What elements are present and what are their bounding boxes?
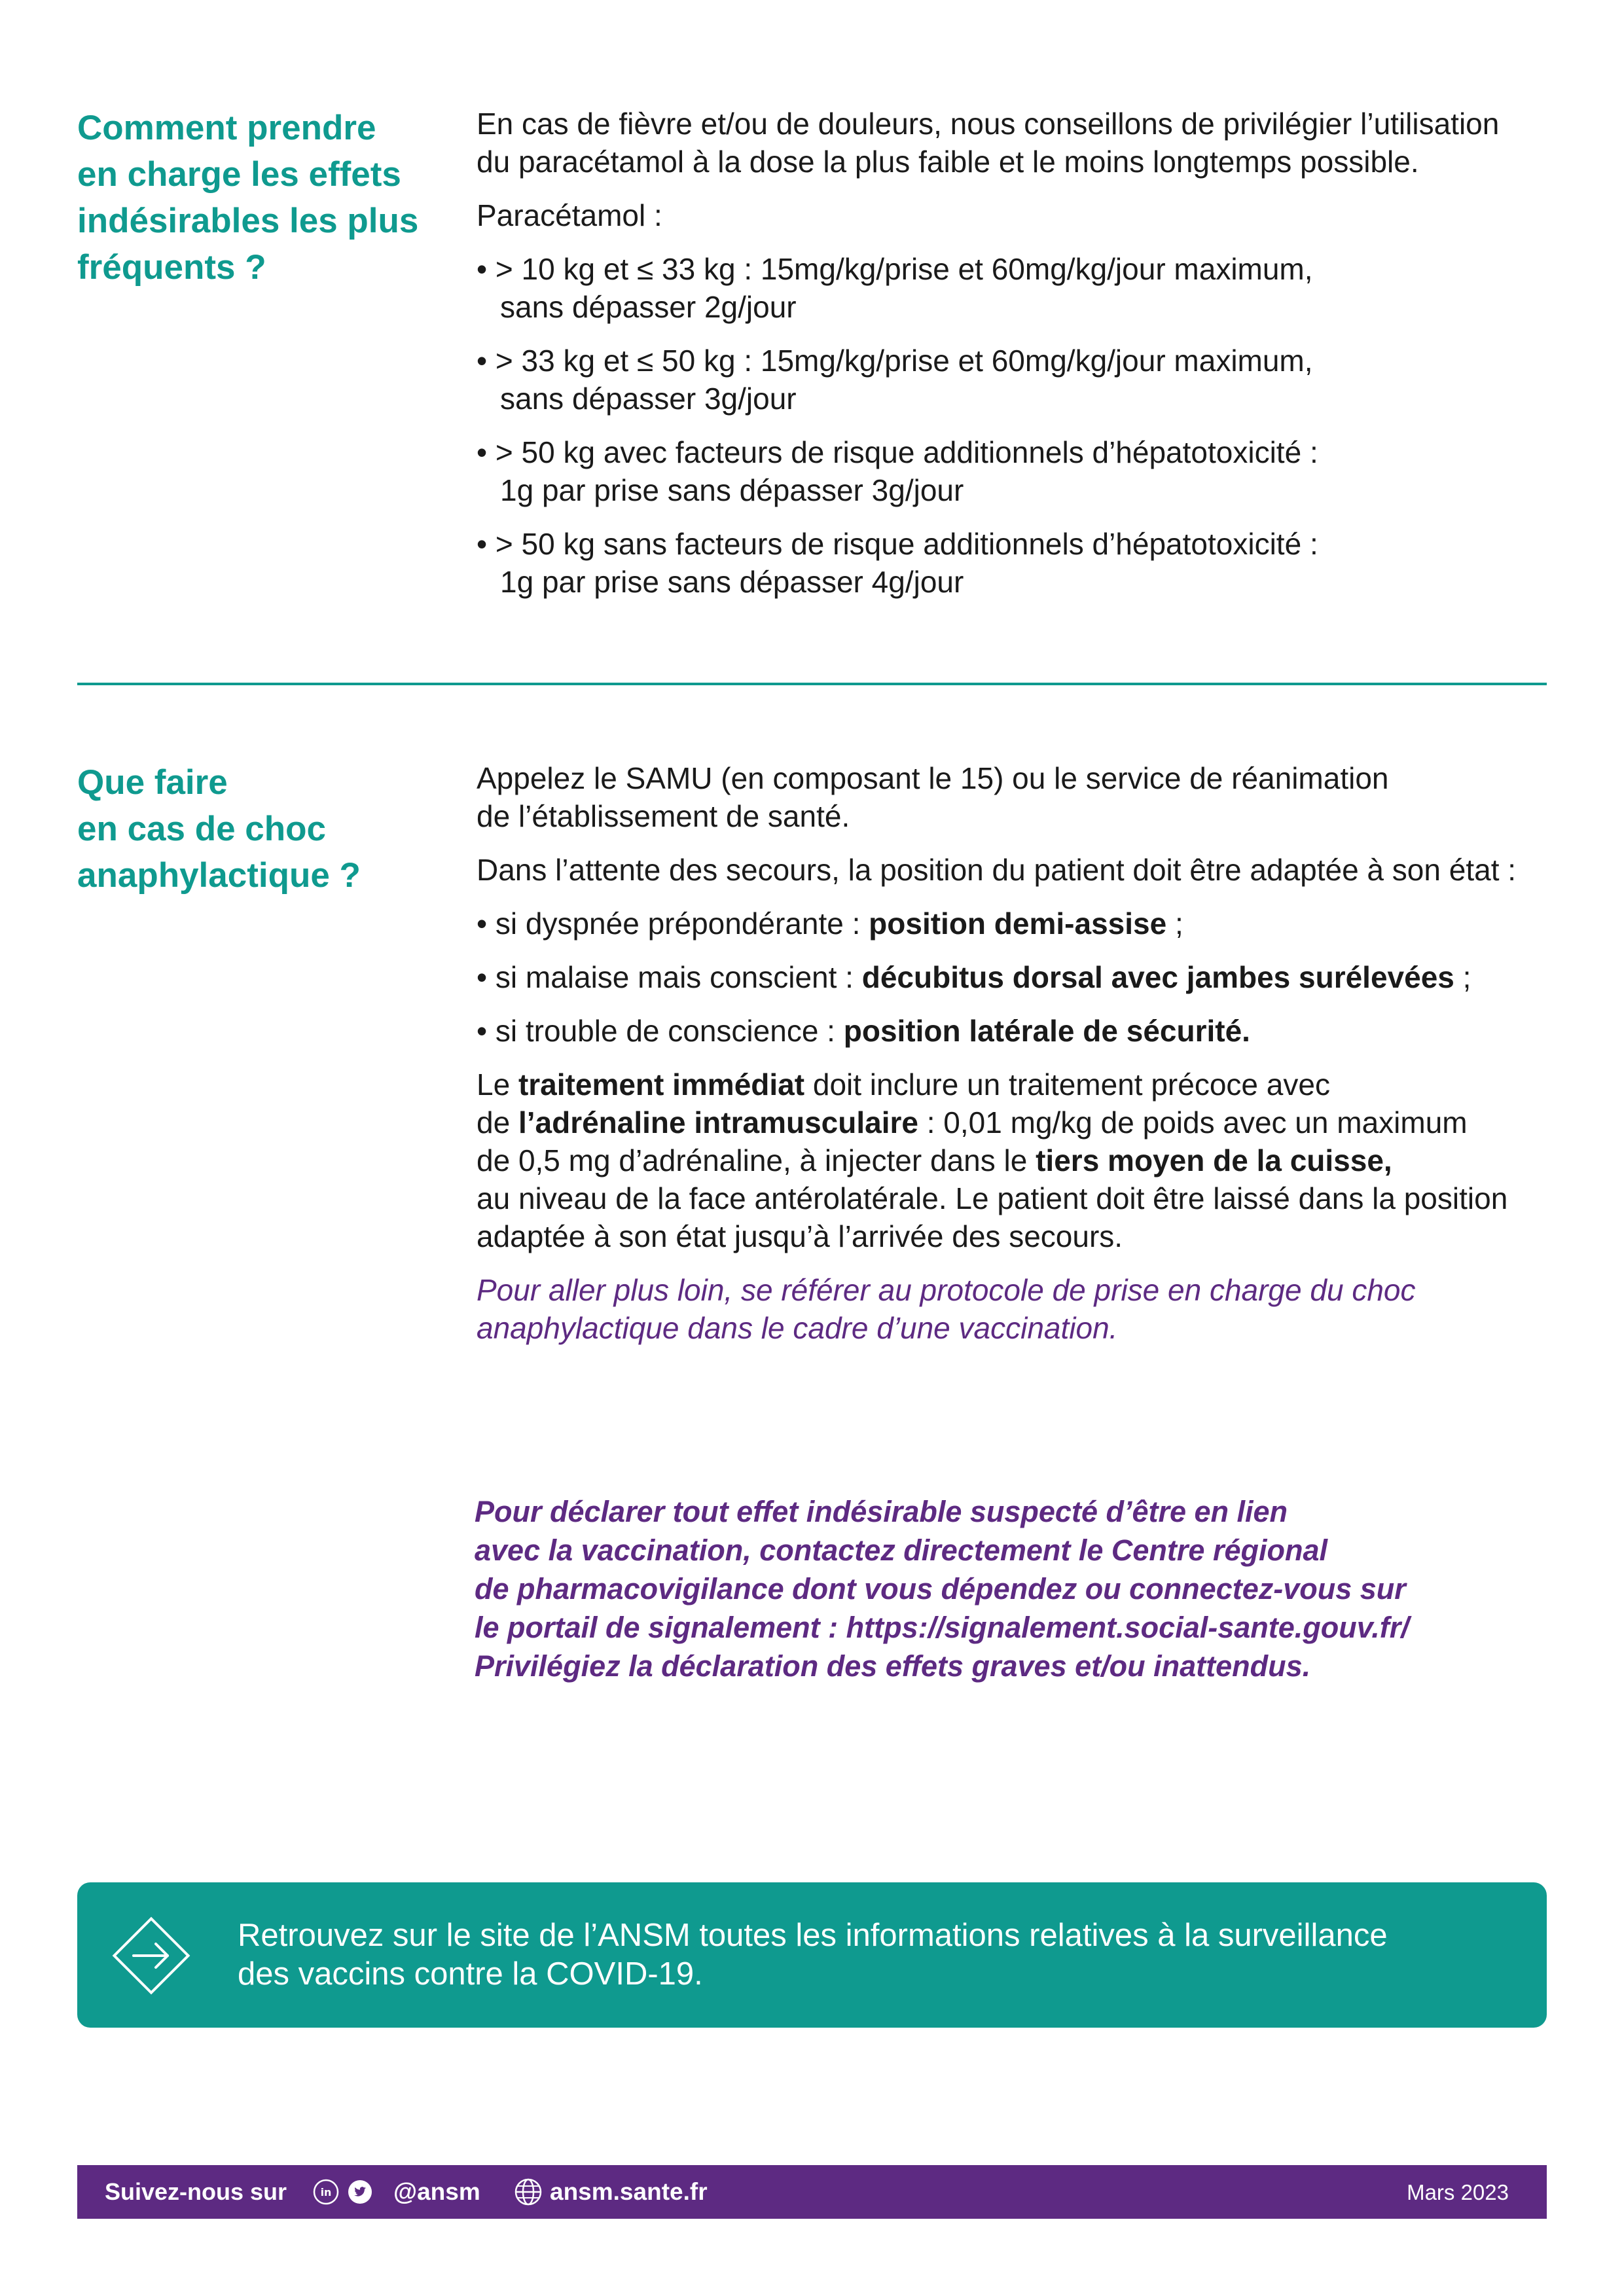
- banner-text: [238, 1916, 1481, 1994]
- signalement-link[interactable]: le portail de signalement : https://signalement.social-sante.gouv.fr/: [475, 1611, 1409, 1644]
- heading-line: indésirables les plus: [77, 202, 419, 240]
- heading-line: en charge les effets: [77, 155, 401, 194]
- twitter-icon[interactable]: [347, 2179, 373, 2205]
- call-paragraph: [477, 759, 1563, 835]
- heading-line: Que faire: [77, 763, 228, 802]
- text: • si trouble de conscience :: [477, 1014, 844, 1048]
- text: de: [477, 1105, 518, 1139]
- text-line: du paracétamol à la dose la plus faible et le moins longtemps possible.: [477, 145, 1419, 179]
- dosage-bullet: [477, 433, 1563, 509]
- emphasis: tiers moyen de la cuisse,: [1036, 1143, 1392, 1177]
- text-line: • > 50 kg sans facteurs de risque additionnels d’hépatotoxicité :: [477, 527, 1318, 561]
- ansm-info-banner[interactable]: [77, 1882, 1547, 2028]
- heading-line: fréquents ?: [77, 248, 266, 287]
- treatment-paragraph: [477, 1066, 1563, 1255]
- heading-line: anaphylactique ?: [77, 856, 361, 895]
- text-line: de l’établissement de santé.: [477, 799, 850, 833]
- follow-label: Suivez-nous sur: [105, 2178, 287, 2205]
- website-link[interactable]: ansm.sante.fr: [550, 2178, 708, 2205]
- publication-date: Mars 2023: [1407, 2180, 1509, 2204]
- emphasis: décubitus dorsal avec jambes surélevées: [861, 960, 1454, 994]
- emphasis: position demi-assise: [869, 906, 1167, 941]
- linkedin-icon[interactable]: [313, 2179, 339, 2205]
- text-line: de pharmacovigilance dont vous dépendez ou connectez-vous sur: [475, 1572, 1406, 1605]
- section-content-side-effects: [477, 105, 1563, 617]
- text-line: [477, 1141, 1563, 1179]
- further-reading: [477, 1271, 1563, 1347]
- text-line: anaphylactique dans le cadre d’une vaccination.: [477, 1311, 1118, 1345]
- position-bullet: [477, 1012, 1563, 1050]
- social-handle[interactable]: @ansm: [393, 2178, 480, 2205]
- text-line: 1g par prise sans dépasser 3g/jour: [500, 473, 964, 507]
- waiting-paragraph: Dans l’attente des secours, la position du patient doit être adaptée à son état :: [477, 853, 1517, 887]
- declaration-notice: [475, 1492, 1522, 1685]
- heading-line: en cas de choc: [77, 810, 327, 848]
- dosage-bullet: [477, 525, 1563, 601]
- text: ;: [1454, 960, 1471, 994]
- section-heading-anaphylaxis: [77, 759, 444, 899]
- section-content-anaphylaxis: [477, 759, 1563, 1363]
- text-line: Retrouvez sur le site de l’ANSM toutes les informations relatives à la surveillance: [238, 1918, 1388, 1953]
- text-line: Appelez le SAMU (en composant le 15) ou le service de réanimation: [477, 761, 1389, 795]
- intro-paragraph: [477, 105, 1563, 181]
- globe-icon: [514, 2178, 543, 2206]
- drug-label: Paracétamol :: [477, 198, 662, 232]
- text-line: • > 10 kg et ≤ 33 kg : 15mg/kg/prise et 60mg/kg/jour maximum,: [477, 252, 1313, 286]
- text-line: En cas de fièvre et/ou de douleurs, nous conseillons de privilégier l’utilisation: [477, 107, 1500, 141]
- text-line: • > 33 kg et ≤ 50 kg : 15mg/kg/prise et 60mg/kg/jour maximum,: [477, 344, 1313, 378]
- dosage-bullet: [477, 250, 1563, 326]
- text: ;: [1166, 906, 1183, 941]
- footer-bar: [77, 2165, 1547, 2219]
- text-line: Pour aller plus loin, se référer au protocole de prise en charge du choc: [477, 1273, 1416, 1307]
- text: : 0,01 mg/kg de poids avec un maximum: [918, 1105, 1468, 1139]
- text: doit inclure un traitement précoce avec: [804, 1067, 1330, 1102]
- text-line: • > 50 kg avec facteurs de risque additionnels d’hépatotoxicité :: [477, 435, 1318, 469]
- dosage-bullet: [477, 342, 1563, 418]
- text: • si dyspnée prépondérante :: [477, 906, 869, 941]
- emphasis: position latérale de sécurité.: [843, 1014, 1250, 1048]
- position-bullet: [477, 905, 1563, 942]
- text-line: au niveau de la face antérolatérale. Le patient doit être laissé dans la position: [477, 1181, 1508, 1215]
- text-line: sans dépasser 3g/jour: [500, 382, 797, 416]
- section-heading-side-effects: [77, 105, 444, 291]
- heading-line: Comment prendre: [77, 109, 376, 147]
- text-line: [477, 1103, 1563, 1141]
- text-line: Pour déclarer tout effet indésirable suspecté d’être en lien: [475, 1495, 1288, 1528]
- position-bullet: [477, 958, 1563, 996]
- text-line: Privilégiez la déclaration des effets graves et/ou inattendus.: [475, 1649, 1311, 1683]
- text-line: adaptée à son état jusqu’à l’arrivée des secours.: [477, 1219, 1123, 1253]
- text: Le: [477, 1067, 518, 1102]
- text: • si malaise mais conscient :: [477, 960, 862, 994]
- text-line: sans dépasser 2g/jour: [500, 290, 797, 324]
- text-line: avec la vaccination, contactez directement le Centre régional: [475, 1534, 1327, 1567]
- text-line: [477, 1066, 1563, 1103]
- text-line: des vaccins contre la COVID-19.: [238, 1956, 703, 1992]
- text: de 0,5 mg d’adrénaline, à injecter dans le: [477, 1143, 1036, 1177]
- emphasis: traitement immédiat: [518, 1067, 805, 1102]
- emphasis: l’adrénaline intramusculaire: [518, 1105, 918, 1139]
- section-divider: [77, 683, 1547, 685]
- svg-text:in: in: [320, 2186, 332, 2198]
- text-line: 1g par prise sans dépasser 4g/jour: [500, 565, 964, 599]
- arrow-right-diamond-icon: [109, 1913, 194, 1998]
